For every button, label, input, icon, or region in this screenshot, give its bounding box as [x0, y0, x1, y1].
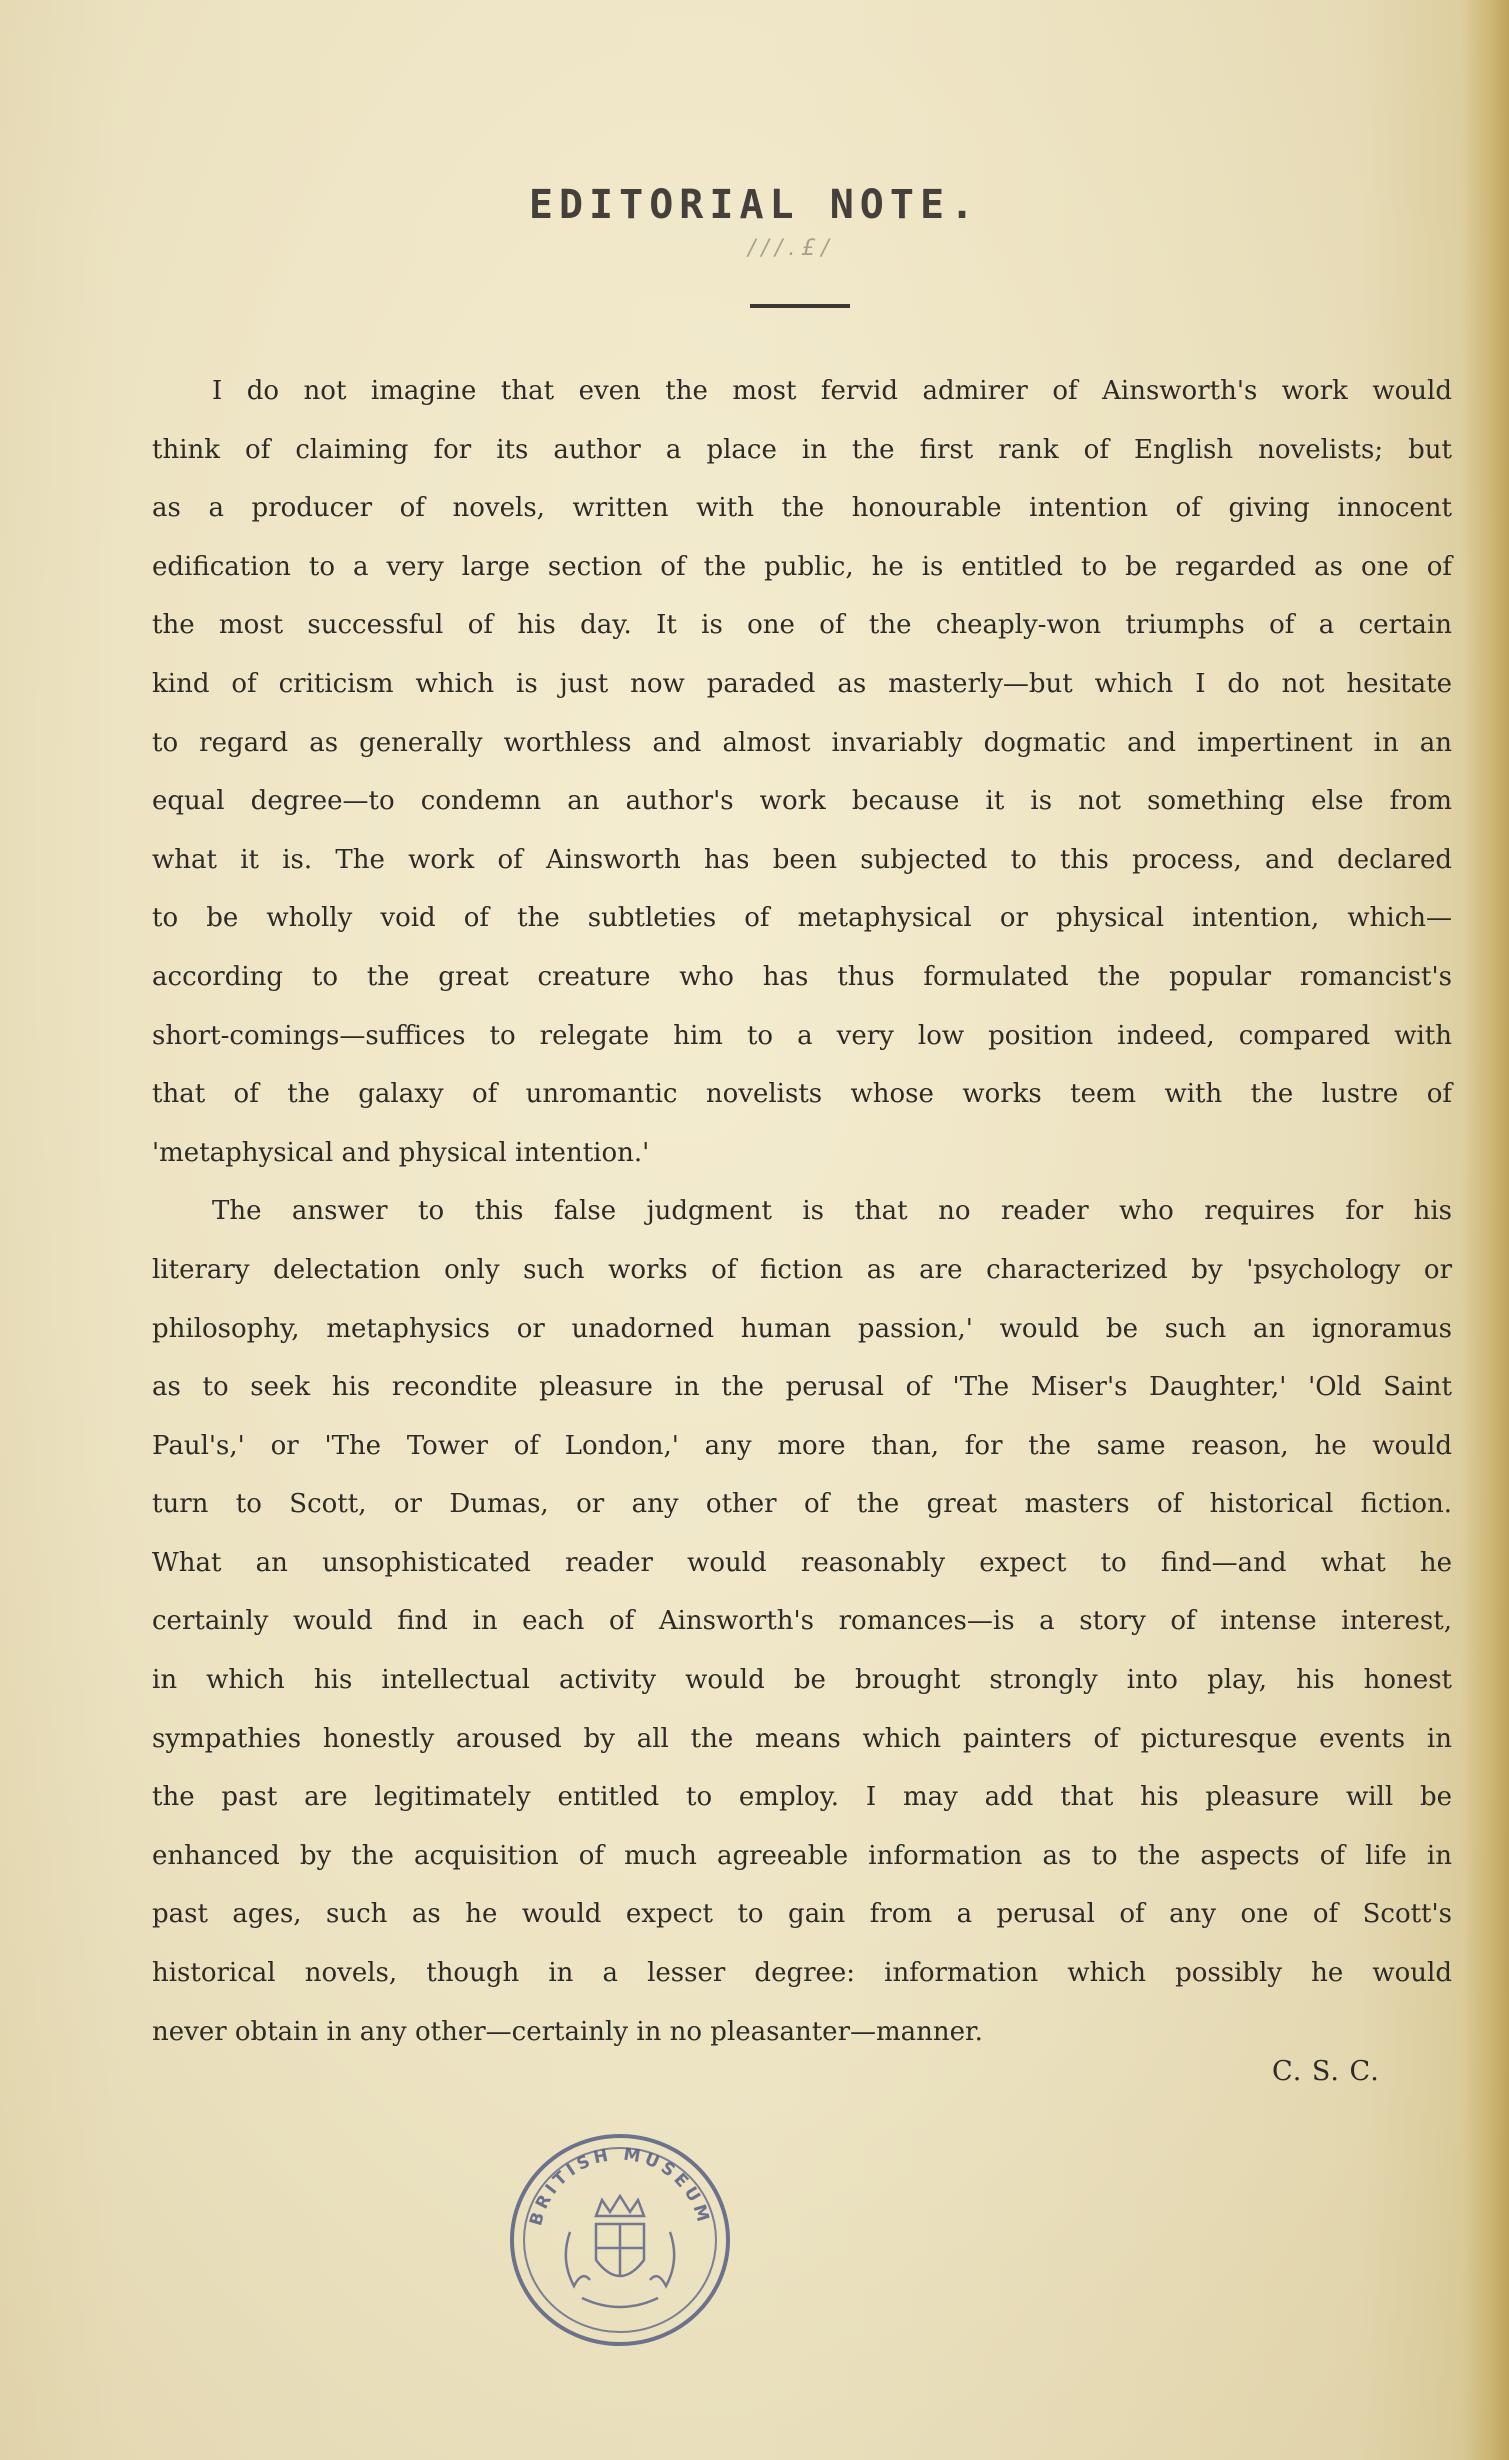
- text-line: according to the great creature who has thus formulated the popular romancist's: [152, 961, 1452, 992]
- text-line: never obtain in any other—certainly in no pleasanter—manner.: [152, 2016, 983, 2047]
- text-line: to regard as generally worthless and almost invariably dogmatic and impertinent in an: [152, 727, 1452, 758]
- text-line: edification to a very large section of the public, he is entitled to be regarded as one of: [152, 551, 1452, 582]
- text-line: as a producer of novels, written with the honourable intention of giving innocent: [152, 493, 1452, 524]
- text-line: literary delectation only such works of fiction as are characterized by 'psychology or: [152, 1254, 1452, 1285]
- text-line: 'metaphysical and physical intention.': [152, 1137, 650, 1168]
- text-line: philosophy, metaphysics or unadorned human passion,' would be such an ignoramus: [152, 1313, 1452, 1344]
- text-line: short-comings—suffices to relegate him to a very low position indeed, compared with: [152, 1020, 1452, 1051]
- crest-icon: [566, 2196, 674, 2307]
- text-line: in which his intellectual activity would be brought strongly into play, his honest: [152, 1665, 1452, 1696]
- text-line: the past are legitimately entitled to employ. I may add that his pleasure will be: [152, 1782, 1452, 1813]
- text-line: What an unsophisticated reader would reasonably expect to find—and what he: [152, 1547, 1452, 1578]
- text-line: I do not imagine that even the most fervid admirer of Ainsworth's work would: [212, 376, 1452, 406]
- text-line: historical novels, though in a lesser degree: information which possibly he would: [152, 1958, 1452, 1989]
- text-line: turn to Scott, or Dumas, or any other of the great masters of historical fiction.: [152, 1489, 1452, 1520]
- library-stamp: [500, 2120, 740, 2360]
- body-text: [152, 362, 1452, 2061]
- text-line: The answer to this false judgment is that no reader who requires for his: [212, 1196, 1452, 1227]
- text-line: as to seek his recondite pleasure in the perusal of 'The Miser's Daughter,' 'Old Saint: [152, 1372, 1452, 1403]
- text-line: sympathies honestly aroused by all the means which painters of picturesque events in: [152, 1723, 1452, 1754]
- text-line: think of claiming for its author a place in the first rank of English novelists; but: [152, 434, 1452, 465]
- text-line: Paul's,' or 'The Tower of London,' any more than, for the same reason, he would: [152, 1430, 1452, 1461]
- paragraph-1: [152, 362, 1452, 1182]
- text-line: the most successful of his day. It is one of the cheaply-won triumphs of a certain: [152, 610, 1452, 641]
- text-line: to be wholly void of the subtleties of metaphysical or physical intention, which—: [152, 903, 1452, 934]
- paragraph-2: [152, 1182, 1452, 2061]
- page-title: EDITORIAL NOTE.: [528, 182, 981, 228]
- text-line: enhanced by the acquisition of much agreeable information as to the aspects of life in: [152, 1840, 1452, 1871]
- text-line: kind of criticism which is just now paraded as masterly—but which I do not hesitate: [152, 668, 1452, 699]
- text-line: what it is. The work of Ainsworth has been subjected to this process, and declared: [152, 844, 1452, 875]
- text-line: equal degree—to condemn an author's work because it is not something else from: [152, 786, 1452, 817]
- title-rule: [750, 304, 850, 308]
- text-line: past ages, such as he would expect to gain from a perusal of any one of Scott's: [152, 1899, 1452, 1930]
- pencil-annotation: ///.£/: [748, 236, 835, 261]
- page-edge-shadow: [1463, 0, 1509, 2460]
- signature: C. S. C.: [1272, 2056, 1380, 2087]
- text-line: that of the galaxy of unromantic novelists whose works teem with the lustre of: [152, 1079, 1452, 1110]
- stamp-text: BRITISH MUSEUM: [526, 2144, 714, 2228]
- text-line: certainly would find in each of Ainsworth's romances—is a story of intense interest,: [152, 1606, 1452, 1637]
